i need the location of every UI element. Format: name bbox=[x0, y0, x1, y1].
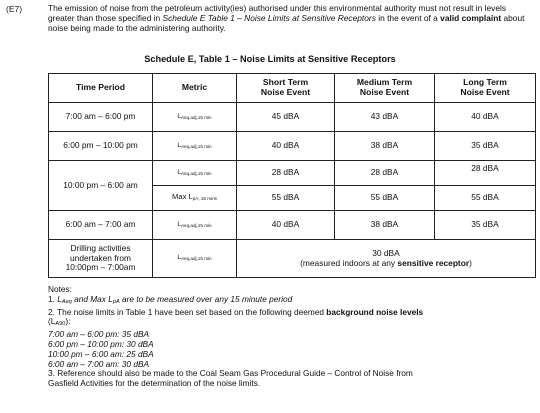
time-period-cell: 7:00 am – 6:00 pm bbox=[49, 103, 153, 132]
medium-term-cell: 55 dBA bbox=[335, 186, 435, 211]
background-level-4: 6:00 am – 7:00 am: 30 dBA bbox=[48, 358, 150, 369]
time-period-cell: 10:00 pm – 6:00 am bbox=[49, 161, 153, 211]
medium-term-cell: 38 dBA bbox=[335, 132, 435, 161]
medium-term-cell: 43 dBA bbox=[335, 103, 435, 132]
long-term-cell: 28 dBA bbox=[435, 161, 536, 186]
metric-cell: $L_{Aeq,adj,15 min}$ bbox=[153, 132, 237, 161]
drilling-limit-cell: 30 dBA (measured indoors at any sensitive receptor) bbox=[237, 240, 536, 278]
table-row bbox=[49, 211, 536, 240]
note-2: 2. The noise limits in Table 1 have been set based on the following deemed background noise levels bbox=[48, 306, 424, 317]
condition-text-part: The emission of noise from the petroleum activity(ies) authorised under this environmental authority must not result in levels greater than those specified in bbox=[48, 3, 507, 24]
metric-cell: $L_{Aeq,adj,15 min}$ bbox=[153, 103, 237, 132]
time-period-cell: 6:00 am – 7:00 am bbox=[49, 211, 153, 240]
condition-text bbox=[48, 3, 534, 34]
metric-cell: $L_{Aeq,adj,15 min}$ bbox=[153, 211, 237, 240]
long-term-cell: 35 dBA bbox=[435, 132, 536, 161]
table-row-drilling bbox=[49, 240, 536, 278]
header-metric: Metric bbox=[153, 74, 237, 103]
short-term-cell: 40 dBA bbox=[237, 211, 335, 240]
header-short-term: Short Term Noise Event bbox=[237, 74, 335, 103]
schedule-reference: Schedule E Table 1 – Noise Limits at Sensitive Receptors bbox=[162, 13, 376, 24]
table-row bbox=[49, 161, 536, 186]
short-term-cell: 55 dBA bbox=[237, 186, 335, 211]
header-medium-term: Medium Term Noise Event bbox=[335, 74, 435, 103]
sensitive-receptor-term: sensitive receptor bbox=[397, 257, 470, 268]
table-row bbox=[49, 103, 536, 132]
background-level-1: 7:00 am – 6:00 pm: 35 dBA bbox=[48, 329, 150, 340]
metric-cell: $L_{Aeq,adj,15 min}$ bbox=[153, 161, 237, 186]
table-header-row bbox=[49, 74, 536, 103]
notes-section bbox=[48, 285, 534, 389]
condition-text-part: about noise being made to the administering authority. bbox=[48, 13, 525, 34]
note-1: 1. $L_{Aeq}$ and Max $L_{pA}$ are to be measured over any 15 minute period bbox=[48, 293, 293, 305]
long-term-cell: 35 dBA bbox=[435, 211, 536, 240]
condition-id: (E7) bbox=[6, 4, 23, 14]
metric-cell: Max $L_{pA, 15 mins}$ bbox=[153, 186, 237, 211]
short-term-cell: 45 dBA bbox=[237, 103, 335, 132]
background-level-2: 6:00 pm – 10:00 pm: 30 dBA bbox=[48, 338, 154, 349]
short-term-cell: 28 dBA bbox=[237, 161, 335, 186]
medium-term-cell: 28 dBA bbox=[335, 161, 435, 186]
note-3: 3. Reference should also be made to the Coal Seam Gas Procedural Guide – Control of Noise from bbox=[48, 368, 413, 379]
schedule-title: Schedule E, Table 1 – Noise Limits at Sensitive Receptors bbox=[144, 54, 396, 64]
valid-complaint-term: valid complaint bbox=[440, 13, 502, 24]
metric-cell: $L_{Aeq,adj,15 min}$ bbox=[153, 240, 237, 278]
short-term-cell: 40 dBA bbox=[237, 132, 335, 161]
note-2-continued: $(L_{A90})$: bbox=[48, 316, 71, 328]
noise-limits-table bbox=[48, 73, 536, 278]
header-time-period: Time Period bbox=[49, 74, 153, 103]
medium-term-cell: 38 dBA bbox=[335, 211, 435, 240]
time-period-cell: 6:00 pm – 10:00 pm bbox=[49, 132, 153, 161]
notes-heading: Notes: bbox=[48, 284, 72, 294]
long-term-cell: 55 dBA bbox=[435, 186, 536, 211]
long-term-cell: 40 dBA bbox=[435, 103, 536, 132]
time-period-cell: Drilling activities undertaken from 10:00pm – 7:00am bbox=[49, 240, 153, 278]
note-3-continued: Gasfield Activities for the determination of the noise limits. bbox=[48, 378, 261, 389]
condition-text-part: in the event of a bbox=[375, 13, 441, 24]
background-level-3: 10:00 pm – 6:00 am: 25 dBA bbox=[48, 348, 154, 359]
header-long-term: Long Term Noise Event bbox=[435, 74, 536, 103]
table-row bbox=[49, 132, 536, 161]
